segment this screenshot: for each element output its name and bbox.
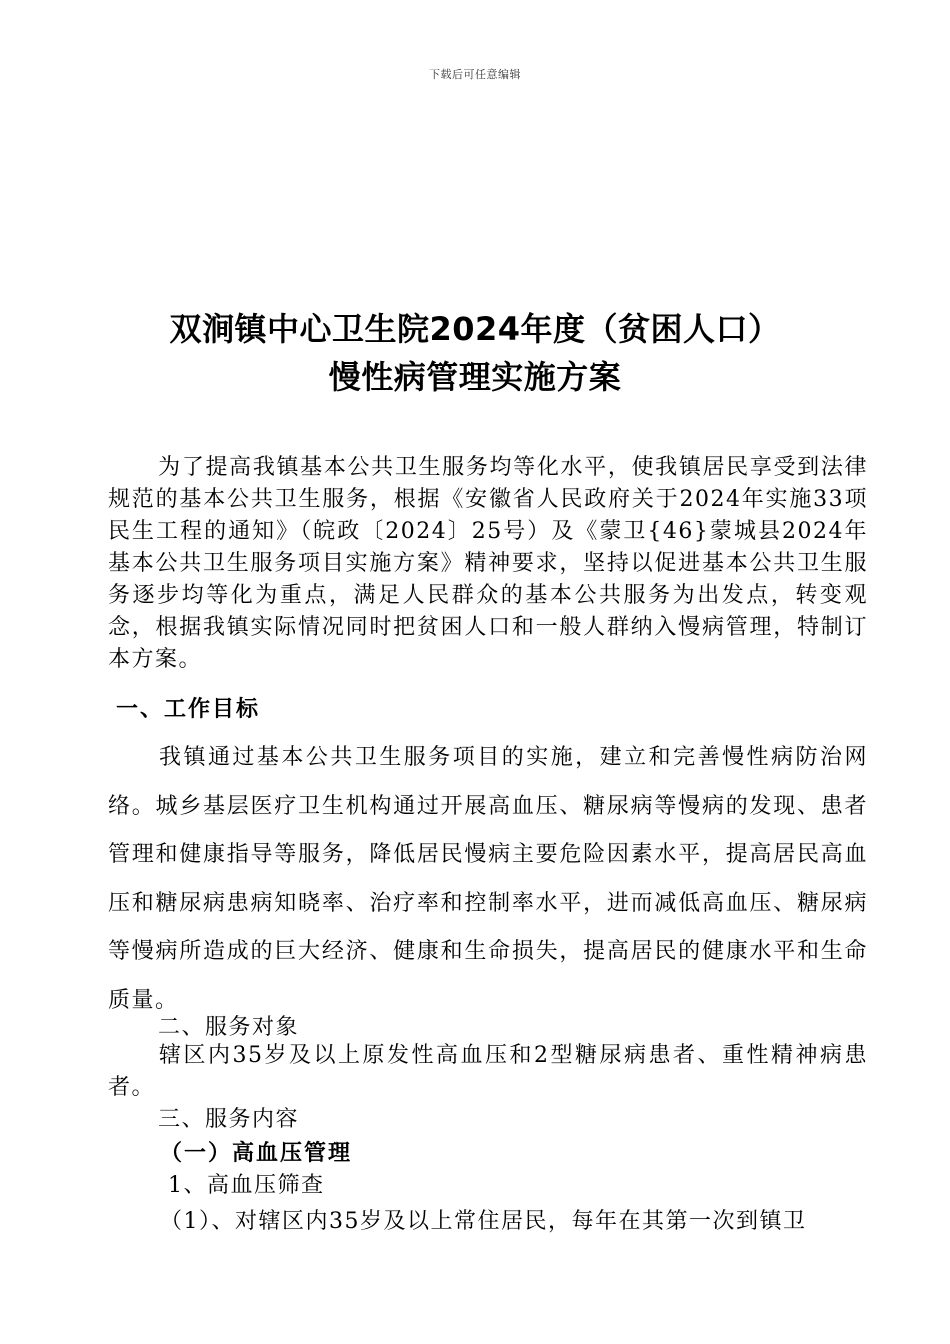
service-targets-text: 辖区内35岁及以上原发性高血压和2型糖尿病患者、重性精神病患者。 [108, 1043, 868, 1100]
section-heading-service-content: 三、服务内容 [158, 1107, 300, 1132]
document-title-line-2: 慢性病管理实施方案 [328, 358, 622, 396]
document-title-line-1: 双涧镇中心卫生院2024年度（贫困人口） [169, 310, 781, 348]
item-screening-detail: （1）、对辖区内35岁及以上常住居民，每年在其第一次到镇卫 [160, 1209, 807, 1234]
subheading-hypertension-management: （一）高血压管理 [160, 1141, 353, 1166]
intro-paragraph [108, 452, 868, 676]
work-goals-text: 我镇通过基本公共卫生服务项目的实施，建立和完善慢性病防治网络。城乡基层医疗卫生机构通过开展高血压、糖尿病等慢病的发现、患者管理和健康指导等服务，降低居民慢病主要危险因素水平，提高居民高血压和糖尿病患病知晓率、治疗率和控制率水平，进而减低高血压、糖尿病等慢病所造成的巨大经济、健康和生命损失，提高居民的健康水平和生命质量。 [108, 745, 868, 1013]
item-hypertension-screening: 1、高血压筛查 [168, 1173, 325, 1198]
section-heading-service-targets: 二、服务对象 [158, 1015, 300, 1040]
work-goals-paragraph [108, 734, 868, 1025]
service-targets-paragraph [108, 1040, 868, 1104]
header-note: 下载后可任意编辑 [429, 68, 521, 81]
intro-text: 为了提高我镇基本公共卫生服务均等化水平，使我镇居民享受到法律规范的基本公共卫生服务，根据《安徽省人民政府关于2024年实施33项民生工程的通知》（皖政〔2024〕25号）及《蒙卫{46}蒙城县2024年基本公共卫生服务项目实施方案》精神要求，坚持以促进基本公共卫生服务逐步均等化为重点，满足人民群众的基本公共服务为出发点，转变观念，根据我镇实际情况同时把贫困人口和一般人群纳入慢病管理，特制订本方案。 [108, 455, 868, 672]
section-heading-work-goals: 一、工作目标 [116, 697, 261, 722]
